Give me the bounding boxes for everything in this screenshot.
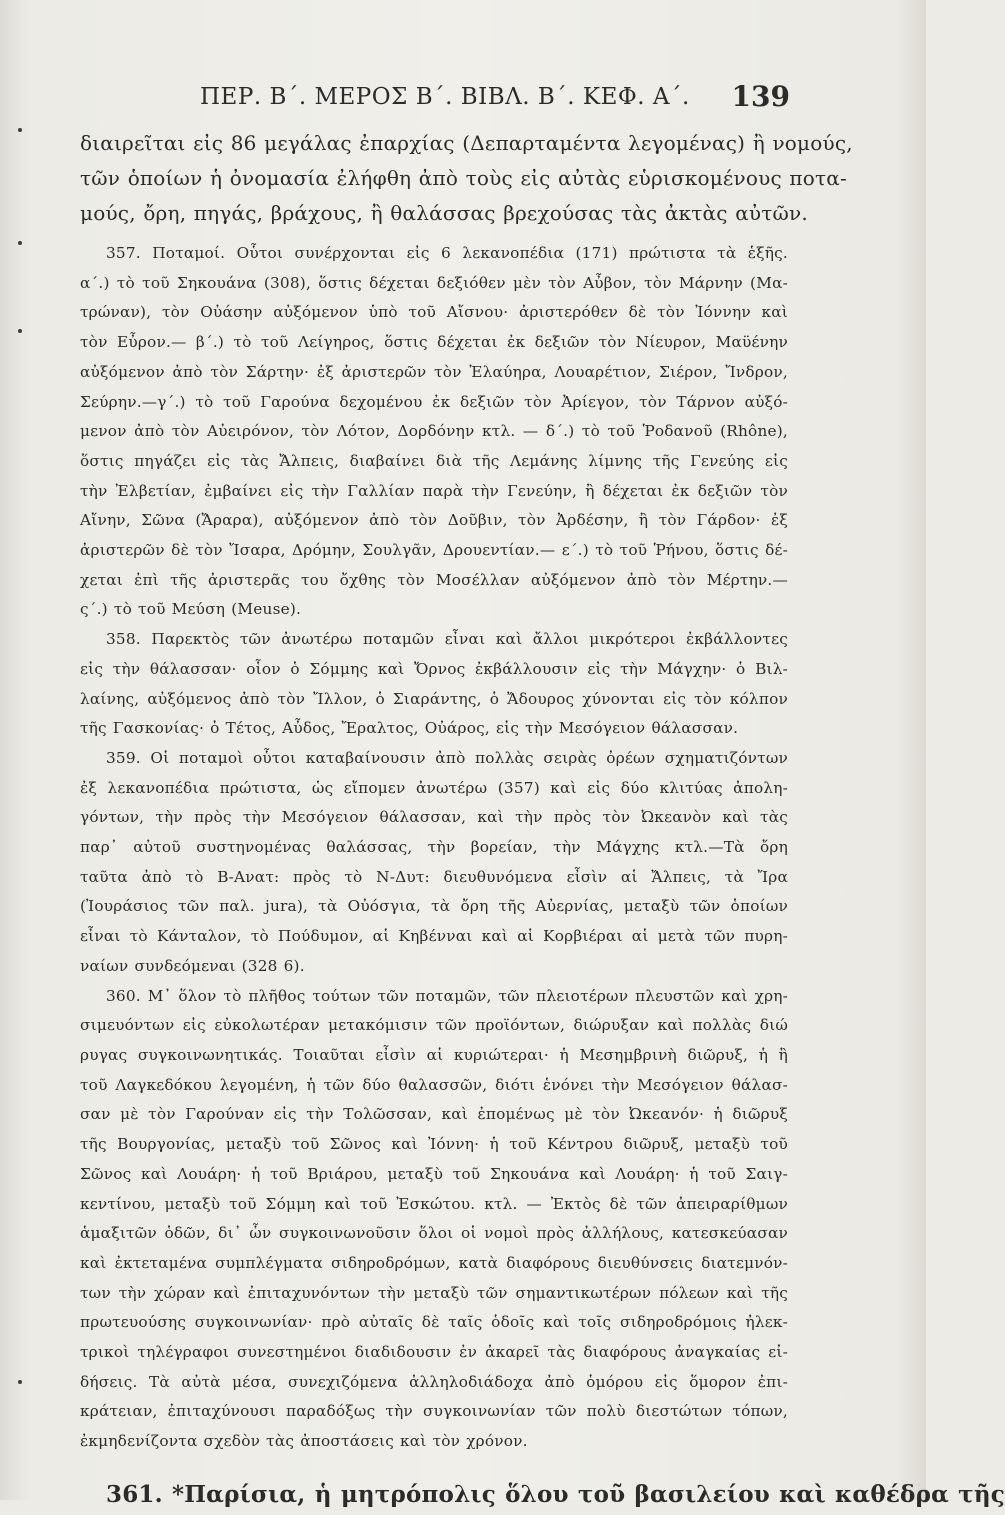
text-line: Σεύρην.—γ΄.) τὸ τοῦ Γαρούνα δεχομένου ἐκ δεξιῶν τὸν Ἀρίεγον, τὸν Τάρνον αὐξό-: [80, 392, 788, 411]
text-line: ἁμαξιτῶν ὁδῶν, δι᾽ ὧν συγκοινωνοῦσιν ὅλοι οἱ νομοὶ πρὸς ἀλλήλους, κατεσκεύασαν: [80, 1224, 788, 1243]
text-line: τῆς Γασκονίας· ὁ Τέτος, Αὖδος, Ἔραλτος, Οὐάρος, εἰς τὴν Μεσόγειον θάλασσαν.: [80, 719, 739, 738]
text-line: ἀριστερῶν δὲ τὸν Ἴσαρα, Δρόμην, Σουλγᾶν, Δρουεντίαν.— ε΄.) τὸ τοῦ Ῥήνου, ὅστις δέ-: [80, 541, 788, 560]
page-number: 139: [731, 80, 790, 113]
text-line: τῆς Βουργονίας, μεταξὺ τοῦ Σῶνος καὶ Ἰόννη· ἡ τοῦ Κέντρου διῶρυξ, μεταξὺ τοῦ: [80, 1135, 788, 1154]
text-line: κράτειαν, ἐπιταχύνουσι παραδόξως τὴν συγκοινωνίαν τῶν πολὺ διεστώτων τόπων,: [80, 1402, 788, 1421]
text-line: δήσεις. Τὰ αὐτὰ μέσα, συνεχιζόμενα ἀλληλοδιάδοχα ἀπὸ ὁμόρου εἰς ὅμορον ἐπι-: [80, 1372, 788, 1391]
text-line: εἶναι τὸ Κάνταλον, τὸ Πούδυμον, αἱ Κηβένναι καὶ αἱ Κορβιέραι αἱ μετὰ τῶν πυρη-: [80, 927, 788, 946]
text-line: τῶν ὁποίων ἡ ὀνομασία ἐλήφθη ἀπὸ τοὺς εἰς αὐτὰς εὑρισκομένους ποτα-: [80, 166, 847, 190]
margin-dot: [18, 1380, 22, 1384]
running-head: ΠΕΡ. Β΄. ΜΕΡΟΣ Β΄. ΒΙΒΛ. Β΄. ΚΕΦ. Α΄.: [200, 84, 690, 110]
text-line: ἐκμηδενίζοντα σχεδὸν τὰς ἀποστάσεις καὶ τὸν χρόνον.: [80, 1432, 528, 1451]
text-line: χεται ἐπὶ τῆς ἀριστερᾶς του ὄχθης τὸν Μοσέλλαν αὐξόμενον ἀπὸ τὸν Μέρτην.—: [80, 570, 788, 589]
text-line: ὅστις πηγάζει εἰς τὰς Ἄλπεις, διαβαίνει διὰ τῆς Λεμάνης λίμνης τῆς Γενεύης εἰς: [80, 451, 788, 470]
text-line: τρώναν), τὸν Οὐάσην αὐξόμενον ὑπὸ τοῦ Αἴσνου· ἀριστερόθεν δὲ τὸν Ἰόννην καὶ: [80, 303, 788, 322]
text-line: ἐξ λεκανοπέδια πρώτιστα, ὡς εἴπομεν ἀνωτέρω (357) καὶ εἰς δύο κλιτύας ἀπολη-: [80, 778, 788, 797]
text-line: πρωτευούσης συγκοινωνίαν· πρὸ αὐταῖς δὲ ταῖς ὁδοῖς καὶ τοῖς σιδηροδρόμοις ἠλεκ-: [80, 1313, 788, 1332]
text-line: ρυγας συγκοινωνητικάς. Τοιαῦται εἶσὶν αἱ κυριώτεραι· ἡ Μεσημβρινὴ διῶρυξ, ἡ ἢ: [80, 1045, 788, 1064]
text-line: ταῦτα ἀπὸ τὸ Β-Ανατ: πρὸς τὸ Ν-Δυτ: διευθυνόμενα εἶσὶν αἱ Ἄλπεις, τὰ Ἴρα: [80, 867, 788, 886]
text-line: μενον ἀπὸ τὸν Αὐειρόνον, τὸν Λότον, Δορδόνην κτλ. — δ΄.) τὸ τοῦ Ῥοδανοῦ (Rhône),: [80, 422, 788, 441]
text-line: σαν μὲ τὸν Γαρούναν εἰς τὴν Τολῶσσαν, καὶ ἐπομένως μὲ τὸν Ὠκεανόν· ἡ διῶρυξ: [80, 1105, 788, 1124]
margin-dot: [18, 329, 22, 333]
section-358-line: 358. Παρεκτὸς τῶν ἀνωτέρω ποταμῶν εἶναι καὶ ἄλλοι μικρότεροι ἐκβάλλοντες: [106, 630, 788, 649]
text-line: (Ἰουράσιος τῶν παλ. jura), τὰ Οὐόσγια, τὰ ὄρη τῆς Αὐερνίας, μεταξὺ τῶν ὁποίων: [80, 897, 788, 916]
text-line: μούς, ὄρη, πηγάς, βράχους, ἢ θαλάσσας βρεχούσας τὰς ἀκτὰς αὐτῶν.: [80, 201, 808, 225]
text-line: καὶ ἐκτεταμένα συμπλέγματα σιδηροδρόμων, κατὰ διαφόρους διευθύνσεις διατεμνόν-: [80, 1253, 788, 1272]
text-line: των τὴν χώραν καὶ ἐπιταχυνόντων τὴν μεταξὺ τῶν σημαντικωτέρων πόλεων καὶ τῆς: [80, 1283, 788, 1302]
text-line: τρικοὶ τηλέγραφοι συνεστημένοι διαδιδουσιν ἐν ἀκαρεῖ τὰς διαφόρους ἀναγκαίας εἰ-: [80, 1343, 788, 1362]
section-361-heading-line: 361. *Παρίσια, ἡ μητρόπολις ὅλου τοῦ βασιλείου καὶ καθέδρα τῆς: [106, 1480, 1005, 1508]
text-line: παρ᾽ αὐτοῦ συστηνομένας θαλάσσας, τὴν βορείαν, τὴν Μάγχης κτλ.—Τὰ ὄρη: [80, 838, 788, 857]
text-line: λαίνης, αὐξόμενος ἀπὸ τὸν Ἴλλον, ὁ Σιαράντης, ὁ Ἄδουρος χύνονται εἰς τὸν κόλπον: [80, 689, 788, 708]
text-line: Σῶνος καὶ Λουάρη· ἡ τοῦ Βριάρου, μεταξὺ τοῦ Σηκουάνα καὶ Λουάρη· ἡ τοῦ Σαιγ-: [80, 1164, 788, 1183]
text-line: α΄.) τὸ τοῦ Σηκουάνα (308), ὅστις δέχεται δεξιόθεν μὲν τὸν Αὖβον, τὸν Μάρνην (Μα-: [80, 273, 788, 292]
margin-dot: [18, 241, 22, 245]
text-line: εἰς τὴν θάλασσαν· οἷον ὁ Σόμμης καὶ Ὄρνος ἐκβάλλουσιν εἰς τὴν Μάγχην· ὁ Βιλ-: [80, 659, 788, 678]
body-text: [80, 126, 1005, 1515]
text-line: Αἴνην, Σῶνα (Ἄραρα), αὐξόμενον ἀπὸ τὸν Δοῦβιν, τὸν Ἀρδέσην, ἢ τὸν Γάρδον· ἐξ: [80, 511, 788, 530]
text-line: τὴν Ἐλβετίαν, ἐμβαίνει εἰς τὴν Γαλλίαν παρὰ τὴν Γενεύην, ἢ δέχεται ἐκ δεξιῶν τὸν: [80, 481, 788, 500]
text-line: γόντων, τὴν πρὸς τὴν Μεσόγειον θάλασσαν, καὶ τὴν πρὸς τὸν Ὠκεανὸν καὶ τὰς: [80, 808, 788, 827]
section-360-line: 360. Μ᾽ ὅλον τὸ πλῆθος τούτων τῶν ποταμῶν, τῶν πλειοτέρων πλευστῶν καὶ χρη-: [106, 986, 788, 1005]
text-line: τὸν Εὖρον.— β΄.) τὸ τοῦ Λείγηρος, ὅστις δέχεται ἐκ δεξιῶν τὸν Νίευρον, Μαϋένην: [80, 333, 788, 352]
text-line: σιμευόντων εἰς εὐκολωτέραν μετακόμισιν τῶν προϊόντων, διώρυξαν καὶ πολλὰς διώ: [80, 1016, 788, 1035]
text-line: διαιρεῖται εἰς 86 μεγάλας ἐπαρχίας (Δεπαρταμέντα λεγομένας) ἢ νομούς,: [80, 131, 853, 155]
text-line: αὐξόμενον ἀπὸ τὸν Σάρτην· ἐξ ἀριστερῶν τὸν Ἐλαύηρα, Λουαρέτιον, Σιέρον, Ἴνδρον,: [80, 362, 788, 381]
text-line: κεντίνου, μεταξὺ τοῦ Σόμμη καὶ τοῦ Ἐσκώτου. κτλ. — Ἐκτὸς δὲ τῶν ἀπειραρίθμων: [80, 1194, 788, 1213]
section-359-line: 359. Οἱ ποταμοὶ οὗτοι καταβαίνουσιν ἀπὸ πολλὰς σειρὰς ὀρέων σχηματιζόντων: [106, 748, 788, 767]
text-line: ναίων συνδεόμεναι (328 6).: [80, 956, 305, 975]
text-line: ς΄.) τὸ τοῦ Μεύση (Meuse).: [80, 600, 302, 619]
text-line: τοῦ Λαγκεδόκου λεγομένη, ἡ τῶν δύο θαλασσῶν, διότι ἑνόνει τὴν Μεσόγειον θάλασ-: [80, 1075, 788, 1094]
margin-dot: [18, 128, 22, 132]
section-357-heading-line: 357. Ποταμοί. Οὗτοι συνέρχονται εἰς 6 λεκανοπέδια (171) πρώτιστα τὰ ἑξῆς.: [106, 244, 788, 262]
page-header: [200, 80, 790, 120]
